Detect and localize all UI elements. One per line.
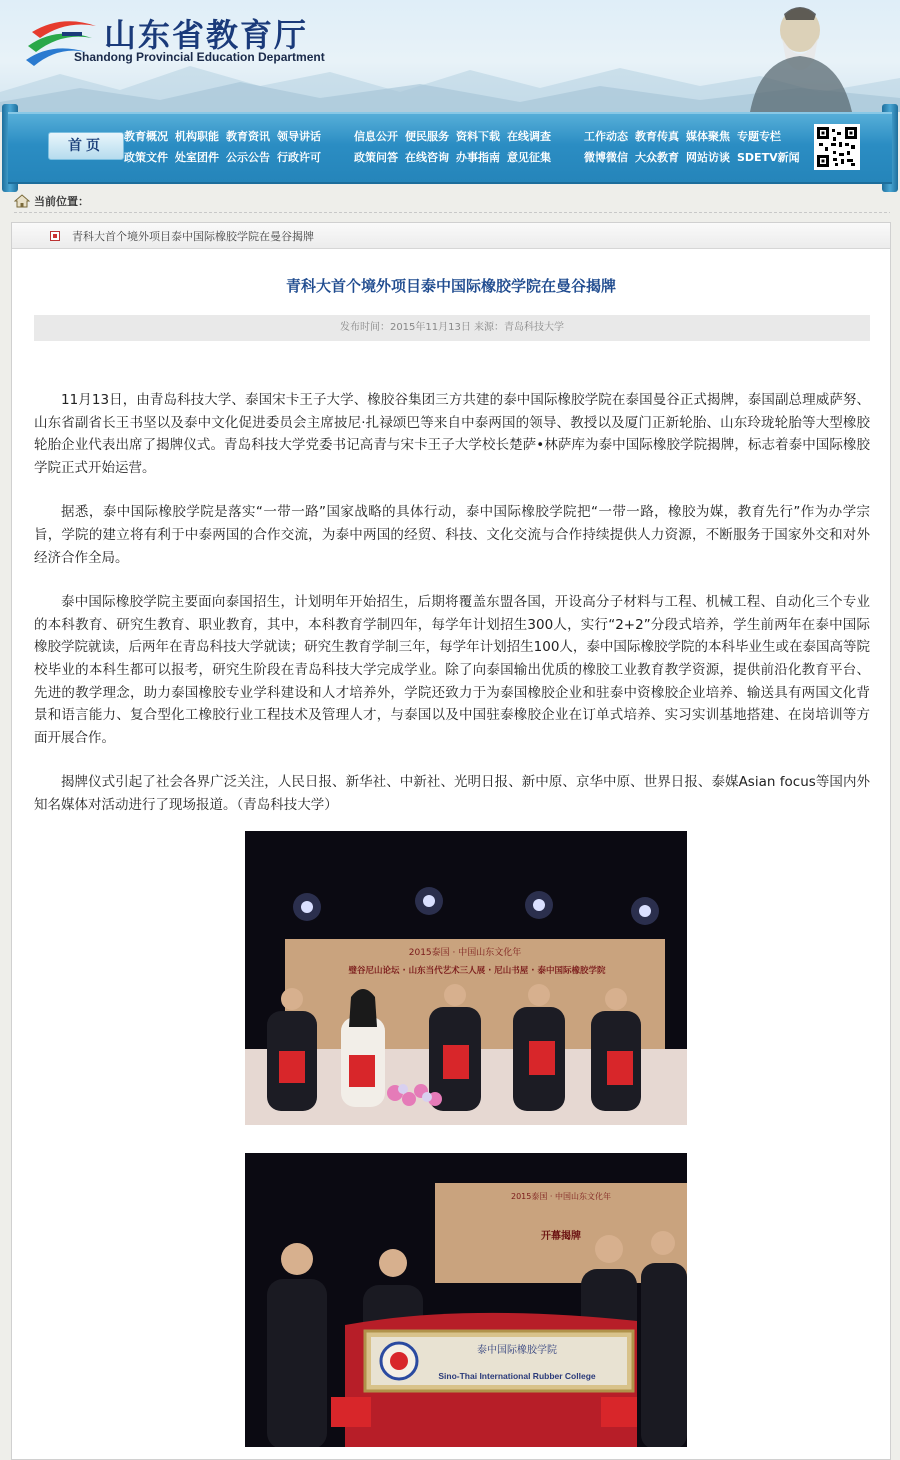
nav-item-jigouzhineng[interactable]: 机构职能: [175, 130, 219, 143]
article-paragraph: 据悉，泰中国际橡胶学院是落实“一带一路”国家战略的具体行动，泰中国际橡胶学院把“一带一路，橡胶为媒，教育先行”作为办学宗旨，学院的建立将有利于中泰两国的合作交流，为泰中两国的经贸、科技、文化交流与合作持续提供人力资源，不断服务于国家外交和对外经济合作全局。: [34, 504, 870, 566]
nav-item-zhengcewenda[interactable]: 政策问答: [354, 151, 398, 164]
site-title: 山东省教育厅: [104, 16, 309, 54]
nav-item-xingzhengxuke[interactable]: 行政许可: [277, 151, 321, 164]
main-nav: [8, 112, 892, 184]
nav-item-meitijujiao[interactable]: 媒体聚焦: [686, 130, 730, 143]
nav-item-zaixianzixun[interactable]: 在线咨询: [405, 151, 449, 164]
breadcrumb: [14, 192, 89, 210]
photo2-banner-line1: 2015泰国 · 中国山东文化年: [511, 1192, 611, 1201]
nav-group-3: [584, 126, 800, 168]
nav-item-zhuantizhuanlan[interactable]: 专题专栏: [737, 130, 781, 143]
home-icon: [14, 194, 30, 208]
photo2-plaque-en: Sino-Thai International Rubber College: [438, 1371, 596, 1381]
nav-item-dazhongjiaoyu[interactable]: 大众教育: [635, 151, 679, 164]
nav-item-jiaoyuzixun[interactable]: 教育资讯: [226, 130, 270, 143]
photo2-plaque-cn: 泰中国际橡胶学院: [477, 1345, 557, 1356]
nav-item-chushituanjian[interactable]: 处室团件: [175, 151, 219, 164]
nav-item-weiboweixin[interactable]: 微博微信: [584, 151, 628, 164]
bullet-icon: [50, 231, 60, 241]
photo2-banner-line3: 开幕揭牌: [541, 1231, 581, 1242]
article-title: 青科大首个境外项目泰中国际橡胶学院在曼谷揭牌: [285, 277, 616, 295]
nav-home-button[interactable]: 首页: [48, 132, 124, 160]
nav-item-gongzuodongtai[interactable]: 工作动态: [584, 130, 628, 143]
qr-code-icon[interactable]: [814, 124, 860, 170]
site-header: [0, 0, 900, 112]
article-paragraph: 11月13日，由青岛科技大学、泰国宋卡王子大学、橡胶谷集团三方共建的泰中国际橡胶学院在泰国曼谷正式揭牌，泰国副总理威萨努、山东省副省长王书坚以及泰中文化促进委员会主席披尼·扎禄颂巴等来自中泰两国的领导、教授以及厦门正新轮胎、山东玲珑轮胎等大型橡胶轮胎企业代表出席了揭牌仪式。青岛科技大学党委书记高青与宋卡王子大学校长楚萨•林萨库为泰中国际橡胶学院揭牌，标志着泰中国际橡胶学院正式开始运营。: [34, 392, 870, 476]
article-paragraph: 泰中国际橡胶学院主要面向泰国招生，计划明年开始招生，后期将覆盖东盟各国，开设高分子材料与工程、机械工程、自动化三个专业的本科教育、研究生教育、职业教育，其中，本科教育学制四年，每学年计划招生300人，实行“2+2”分段式培养，学生前两年在泰中国际橡胶学院就读，后两年在青岛科技大学就读；研究生教育学制三年，每学年计划招生100人，泰中国际橡胶学院的本科毕业生或在泰国高等院校毕业的本科生都可以报考，研究生阶段在青岛科技大学完成学业。除了向泰国输出优质的橡胶工业教育教学资源，提供前沿化教育平台、先进的教学理念，助力泰国橡胶专业学科建设和人才培养外，学院还致力于为泰国橡胶企业和驻泰中资橡胶企业培养、输送具有两国文化背景和语言能力、复合型化工橡胶行业工程技术及管理人才，与泰国以及中国驻泰橡胶企业在订单式培养、实习实训基地搭建、在岗培训等方面开展合作。: [34, 594, 870, 746]
nav-item-lingdaojianghua[interactable]: 领导讲话: [277, 130, 321, 143]
nav-item-yijianzhengji[interactable]: 意见征集: [507, 151, 551, 164]
confucius-portrait-icon: [730, 0, 860, 112]
nav-item-gongshigonggao[interactable]: 公示公告: [226, 151, 270, 164]
nav-group-1: [124, 126, 321, 168]
article-paragraph: 揭牌仪式引起了社会各界广泛关注，人民日报、新华社、中新社、光明日报、新中原、京华中原、世界日报、泰媒Asian focus等国内外知名媒体对活动进行了现场报道。（青岛科技大学）: [34, 774, 870, 813]
nav-item-zaixiandiaocha[interactable]: 在线调查: [507, 130, 551, 143]
article-body: [34, 389, 870, 839]
nav-item-ziliaoxiazai[interactable]: 资料下载: [456, 130, 500, 143]
breadcrumb-label: 当前位置：: [34, 195, 89, 208]
article-panel: [11, 222, 891, 1460]
panel-header-title: 青科大首个境外项目泰中国际橡胶学院在曼谷揭牌: [72, 229, 314, 243]
nav-item-zhengcewenjian[interactable]: 政策文件: [124, 151, 168, 164]
nav-item-bianminfuwu[interactable]: 便民服务: [405, 130, 449, 143]
photo1-banner-line1: 2015泰国 · 中国山东文化年: [408, 948, 522, 958]
photo1-banner-line2: 璧谷尼山论坛 · 山东当代艺术三人展 · 尼山书屋 · 泰中国际橡胶学院: [348, 966, 606, 976]
nav-item-sdetv[interactable]: SDETV新闻: [737, 151, 800, 164]
nav-group-2: [354, 126, 551, 168]
nav-item-wangzhanfangtan[interactable]: 网站访谈: [686, 151, 730, 164]
nav-item-jiaoyuchuanzhen[interactable]: 教育传真: [635, 130, 679, 143]
panel-header: [12, 223, 890, 249]
breadcrumb-divider: [14, 212, 890, 213]
site-subtitle: Shandong Provincial Education Department: [74, 50, 325, 64]
article-photo-2: [245, 1153, 687, 1447]
nav-item-xinxigongkai[interactable]: 信息公开: [354, 130, 398, 143]
article-photo-1: [245, 831, 687, 1125]
article-meta: 发布时间：2015年11月13日 来源：青岛科技大学: [34, 315, 870, 341]
nav-item-banshizhinan[interactable]: 办事指南: [456, 151, 500, 164]
nav-item-jiaoyugaikuang[interactable]: 教育概况: [124, 130, 168, 143]
